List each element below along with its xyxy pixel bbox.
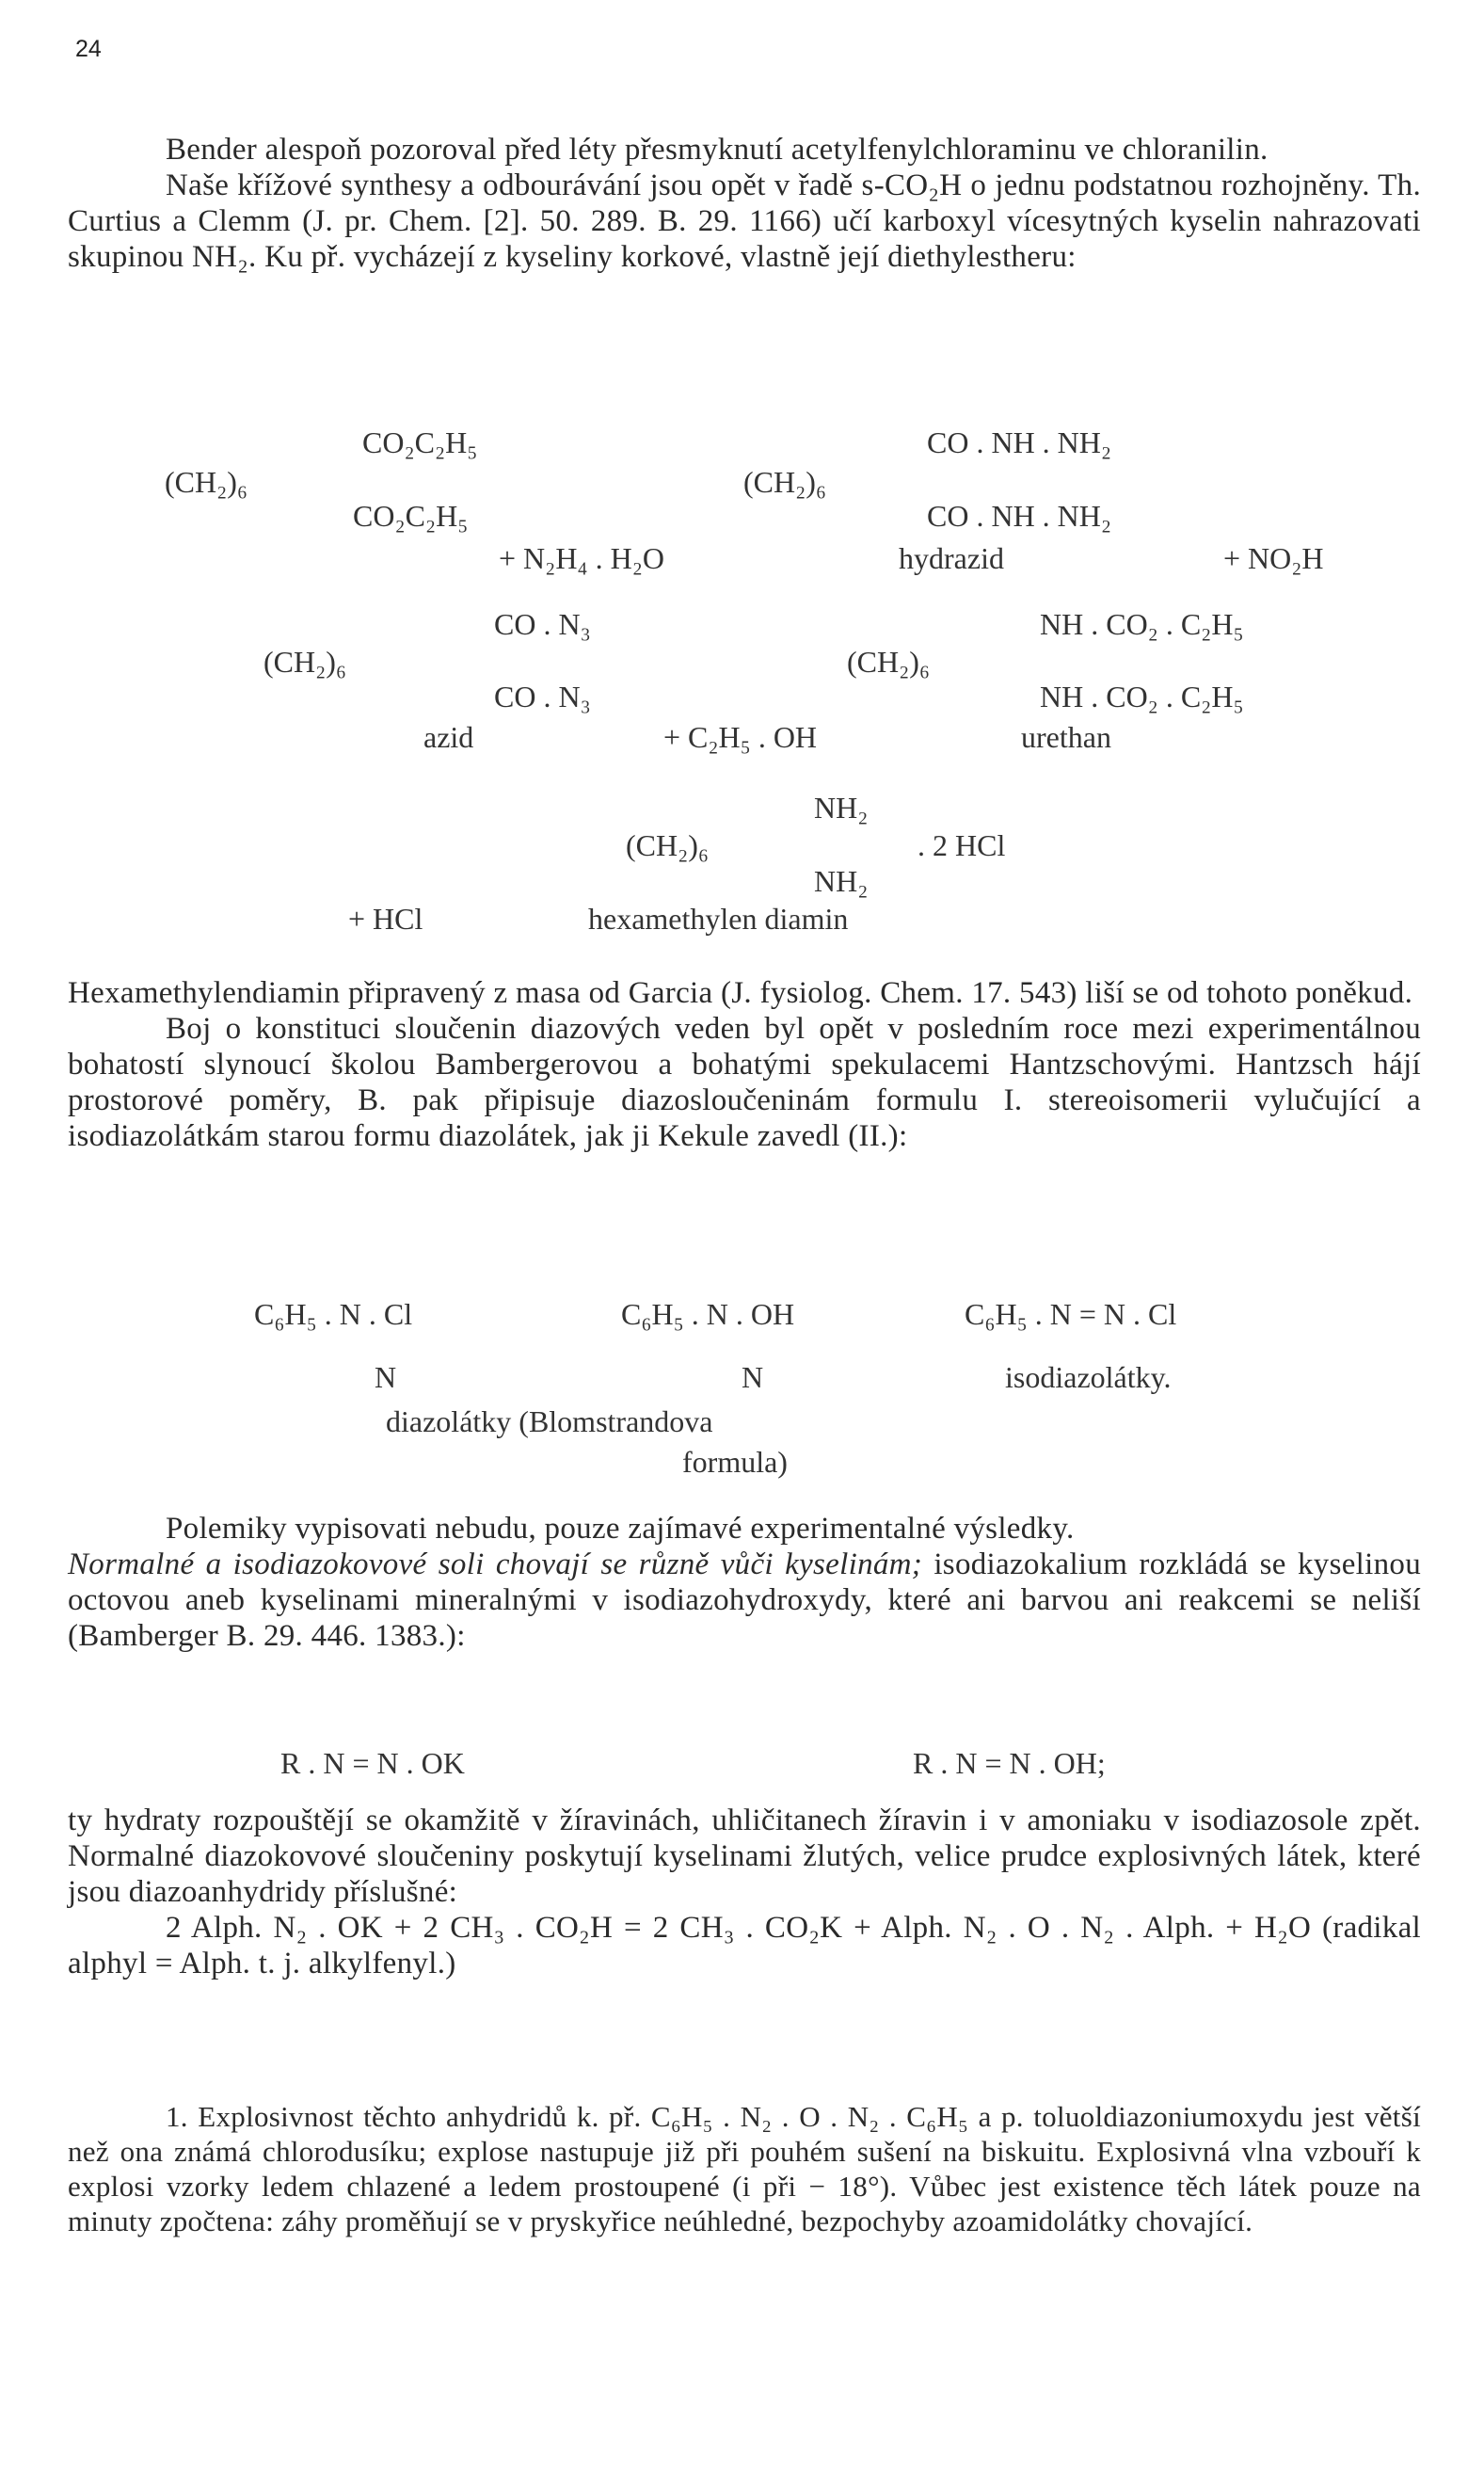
formula-azid-chain: (CH₂)₆: [263, 645, 347, 679]
equation-2: 2 Alph. N₂ . OK + 2 CH₃ . CO₂H = 2 CH₃ . CO₂K + Alph. N₂ . O . N₂ . Alph. + H₂O (radikal alphyl = Alph. t. j. alkylfenyl.): [68, 1911, 1421, 1980]
label-urethan: urethan: [1021, 720, 1111, 754]
formula-diamin-chain: (CH₂)₆: [626, 828, 710, 862]
paragraph-4: Boj o konstituci sloučenin diazových veden byl opět v posledním roce mezi experimentálnou bohatostí slynoucí školou Bambergerovou a bohatými spekulacemi Hantzschovými. Hantzsch hájí prostorové poměry, B. pak připisuje diazosloučeninám formulu I. stereoisomerii vylučující a isodiazolátkám starou formu diazolátek, jak ji Kekule zavedl (II.):: [68, 1012, 1421, 1153]
formula-ester-top: CO₂C₂H₅: [362, 425, 478, 459]
formula-ester-chain: (CH₂)₆: [165, 465, 248, 499]
formula-diamin-top: NH₂: [814, 791, 869, 825]
middle-block: [68, 975, 1421, 1154]
formula-urethan-chain: (CH₂)₆: [847, 645, 931, 679]
formula-azid-bottom: CO . N₃: [494, 680, 591, 713]
label-hexamethylen-diamin: hexamethylen diamin: [588, 902, 849, 936]
formula-diazo-1-bottom: N: [375, 1360, 397, 1394]
formula-diazo-2-bottom: N: [742, 1360, 764, 1394]
formula-diazo-1-top: C₆H₅ . N . Cl: [254, 1297, 413, 1331]
formula-diamin-hcl: . 2 HCl: [918, 828, 1006, 862]
formula-hydrazid-top: CO . NH . NH₂: [927, 425, 1112, 459]
paragraph-1: Bender alespoň pozoroval před léty přesmyknutí acetylfenylchloraminu ve chloranilin.: [166, 133, 1269, 167]
paragraph-3: Hexamethylendiamin připravený z masa od Garcia (J. fysiolog. Chem. 17. 543) liší se od tohoto poněkud.: [68, 976, 1413, 1010]
formula-diamin-bottom: NH₂: [814, 864, 869, 898]
label-azid: azid: [423, 720, 474, 754]
label-diazolatky: diazolátky (Blomstrandova: [386, 1404, 713, 1438]
formula-diazo-2-top: C₆H₅ . N . OH: [621, 1297, 795, 1331]
formula-ester-bottom: CO₂C₂H₅: [353, 499, 469, 533]
equation-1-left: R . N = N . OK: [280, 1746, 465, 1780]
paragraph-7: ty hydraty rozpouštějí se okamžitě v žíravinách, uhličitanech žíravin i v amoniaku v isodiazosole zpět. Normalné diazokovové sloučeniny poskytují kyselinami žlutých, velice prudce explosivných látek, které jsou diazoanhydridy příslušné:: [68, 1804, 1421, 1909]
equation-1-right: R . N = N . OH;: [913, 1746, 1106, 1780]
formula-hydrazid-bottom: CO . NH . NH₂: [927, 499, 1112, 533]
intro-block: [68, 132, 1421, 275]
reagent-nitrous-acid: + NO₂H: [1223, 541, 1324, 575]
paragraph-6: [68, 1547, 1421, 1654]
paragraph-6-rest: isodiazokalium rozkládá se kyselinou octovou aneb kyselinami mineralnými v isodiazohydroxydy, které ani barvou ani reakcemi se neliší (Bamberger B. 29. 446. 1383.):: [68, 1547, 1422, 1653]
paragraph-6-italic: Normalné a isodiazokovové soli chovají se různě vůči kyselinám;: [68, 1547, 923, 1581]
footnote-block: [68, 2099, 1421, 2238]
reagent-hydrazine: + N₂H₄ . H₂O: [499, 541, 664, 575]
footnote: 1. Explosivnost těchto anhydridů k. př. C₆H₅ . N₂ . O . N₂ . C₆H₅ a p. toluoldiazoniumoxydu jest větší než ona známá chlorodusíku; explose nastupuje již při pouhém sušení na biskuitu. Explosivná vlna vzbouří k explosi vzorky ledem chlazené a ledem prostoupené (i při − 18°). Vůbec jest existence těch látek pouze na minuty zpočtena: záhy proměňují se v pryskyřice neúhledné, bezpochyby azoamidolátky chovající.: [68, 2100, 1421, 2237]
paragraph-2: Naše křížové synthesy a odbourávání jsou opět v řadě s-CO₂H o jednu podstatnou rozhojněny. Th. Curtius a Clemm (J. pr. Chem. [2]. 50. 289. B. 29. 1166) učí karboxyl vícesytných kyselin nahrazovati skupinou NH₂. Ku př. vycházejí z kyseliny korkové, vlastně její diethylestheru:: [68, 168, 1421, 274]
formula-azid-top: CO . N₃: [494, 607, 591, 641]
page-number: 24: [75, 36, 102, 62]
anhydride-block: [68, 1803, 1421, 1981]
formula-urethan-bottom: NH . CO₂ . C₂H₅: [1040, 680, 1244, 713]
reagent-hcl: + HCl: [348, 902, 423, 936]
formula-urethan-top: NH . CO₂ . C₂H₅: [1040, 607, 1244, 641]
label-formula: formula): [682, 1445, 788, 1479]
paragraph-5: Polemiky vypisovati nebudu, pouze zajímavé experimentalné výsledky.: [166, 1512, 1075, 1546]
results-block: [68, 1511, 1421, 1654]
formula-hydrazid-chain: (CH₂)₆: [743, 465, 827, 499]
label-hydrazid: hydrazid: [899, 541, 1004, 575]
label-isodiazolatky: isodiazolátky.: [1005, 1360, 1172, 1394]
formula-isodiazo: C₆H₅ . N = N . Cl: [965, 1297, 1177, 1331]
reagent-ethanol: + C₂H₅ . OH: [663, 720, 818, 754]
